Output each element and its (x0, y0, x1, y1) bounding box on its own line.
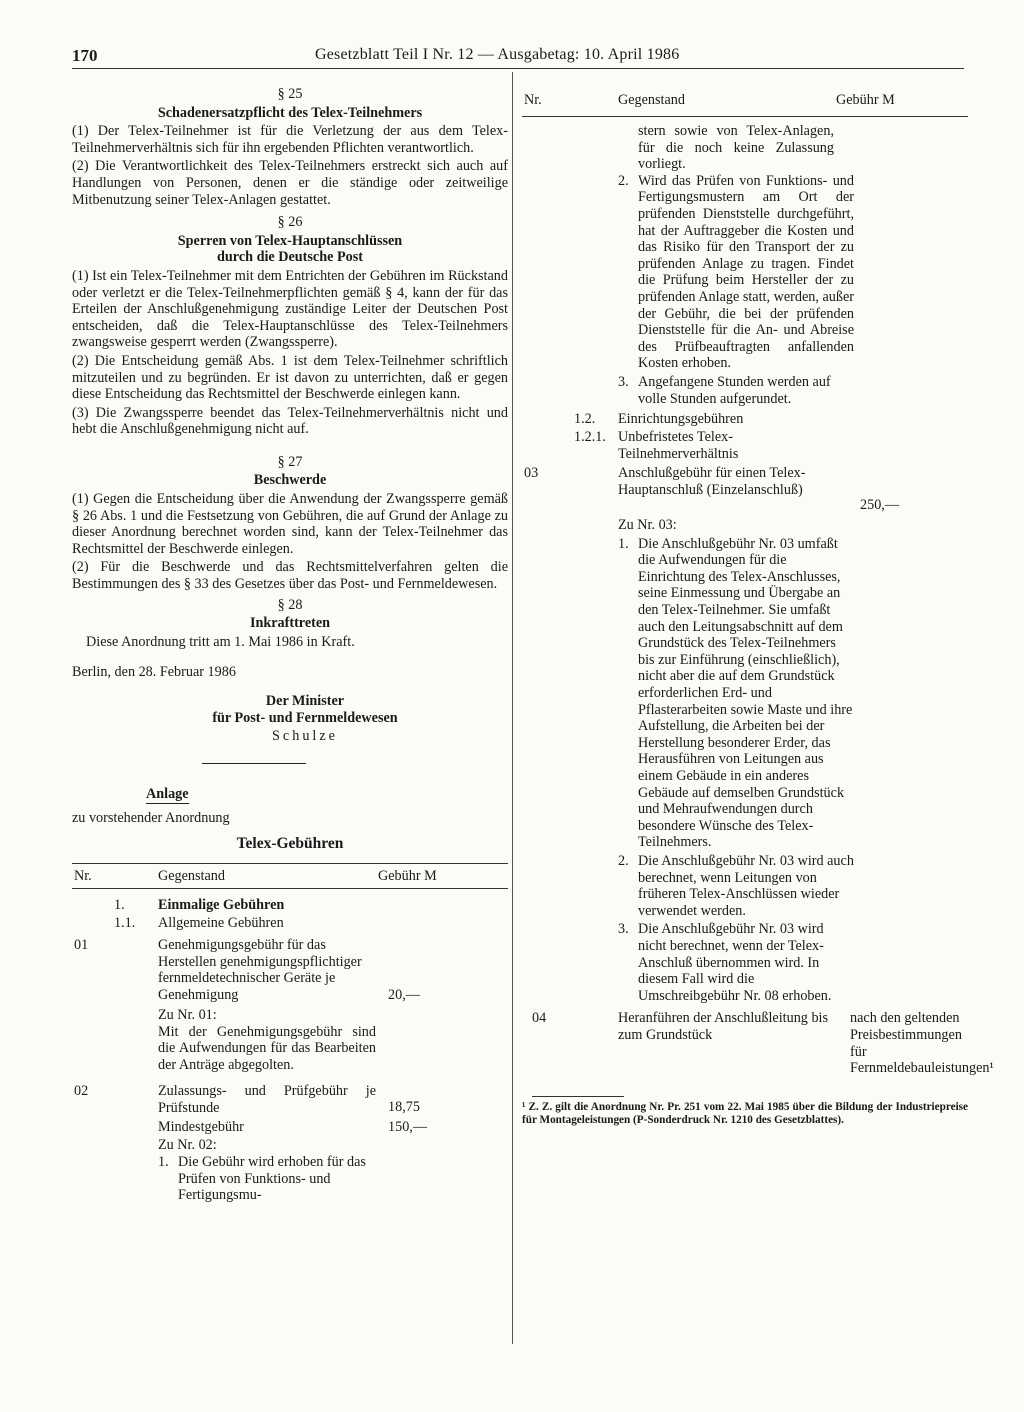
note-item-number: 1. (158, 1153, 169, 1170)
note-heading: Zu Nr. 02: (158, 1137, 217, 1154)
row-subject: Einrichtungsgebühren (618, 411, 744, 428)
section-28-title: Inkrafttreten (249, 615, 331, 632)
row-fee: nach den geltenden Preisbestimmungen für Fernmeldebauleistungen¹ (850, 1010, 994, 1077)
section-25-paragraph-2: (2) Die Verantwortlichkeit des Telex-Teilnehmers erstreckt sich auch auf Handlungen von Personen, denen er die ständige oder zeitweilige Mitbenutzung seiner Telex-Anlagen gestattet. (72, 158, 508, 208)
table-row (522, 411, 968, 429)
signature-line-1: Der Minister (265, 693, 345, 709)
section-number: 1.2.1. (574, 429, 606, 446)
table-row (522, 429, 968, 465)
section-26-title-line-2: durch die Deutsche Post (217, 249, 363, 266)
note-item (618, 921, 854, 1004)
section-26-paragraph-2: (2) Die Entscheidung gemäß Abs. 1 ist dem Telex-Teilnehmer schriftlich mitzuteilen und zu begründen. Er ist davon zu unterrichten, daß er gegen diese Entscheidung das Rechtsmittel der Beschwerde einlegen kann. (72, 352, 508, 403)
row-subject: Einmalige Gebühren (158, 896, 285, 913)
note-item-number: 3. (618, 373, 629, 390)
note-item (158, 1154, 396, 1204)
column-header-nr: Nr. (524, 92, 542, 108)
table-row (72, 937, 508, 1007)
row-subject: Heranführen der Anschlußleitung bis zum Grundstück (618, 1010, 828, 1043)
row-subject: Genehmigungsgebühr für das Herstellen genehmigungspflichtiger fernmeldetechnischer Geräte je Genehmigung (158, 936, 362, 1003)
note-item-text: Die Anschlußgebühr Nr. 03 wird auch berechnet, wenn Leitungen von früheren Telex-Anschlüssen wieder verwendet werden. (638, 852, 854, 919)
column-header-subject: Gegenstand (158, 867, 225, 884)
section-28-number: § 28 (277, 596, 303, 613)
right-column (522, 92, 994, 1126)
column-header-nr: Nr. (74, 867, 92, 884)
footnote-rule (532, 1096, 624, 1097)
row-fee: 20,— (388, 986, 420, 1003)
note-item (618, 173, 854, 372)
section-27-title: Beschwerde (253, 472, 327, 489)
section-number: 1. (114, 896, 125, 913)
left-table-header (72, 863, 508, 889)
place-date: Berlin, den 28. Februar 1986 (72, 664, 236, 681)
row-number: 02 (74, 1083, 89, 1100)
note-item-number: 1. (618, 535, 629, 552)
note-item-text: Wird das Prüfen von Funktions- und Fertigungsmustern am Ort der prüfenden Dienststelle durchgeführt, hat der Auftraggeber die Kosten und das Risiko für den Transport der zu prüfenden Anlage zu tragen. Findet die Prüfung beim Hersteller der zu prüfenden Anlage statt, werden, außer der Gebühr, die bei der prüfenden Dienststelle für die An- und Abreise des Prüfbeauftragten anfallenden Kosten erhoben. (638, 172, 854, 372)
note-text: Mit der Genehmigungsgebühr sind die Aufwendungen für das Bearbeiten der Anträge abgegolten. (158, 1023, 376, 1073)
note-item-number: 2. (618, 852, 629, 869)
section-25-title: Schadenersatzpflicht des Telex-Teilnehmers (157, 104, 423, 121)
footnote: ¹ Z. Z. gilt die Anordnung Nr. Pr. 251 vom 22. Mai 1985 über die Bildung der Industriepreise für Montageleistungen (P-Sonderdruck Nr. 1210 des Gesetzblattes). (522, 1101, 968, 1126)
section-26-paragraph-1: (1) Ist ein Telex-Teilnehmer mit dem Entrichten der Gebühren im Rückstand oder verletzt er die Telex-Teilnehmerpflichten gemäß § 4, kann der für das Erteilen der Anschlußgenehmigung zuständige Leiter der Deutschen Post entscheiden, daß die Telex-Hauptanschlüsse des Telex-Teilnehmers zwangsweise gesperrt werden (Zwangssperre). (72, 267, 508, 351)
row-fee: 250,— (860, 497, 900, 514)
note-heading: Zu Nr. 03: (618, 517, 677, 534)
section-27-paragraph-2: (2) Für die Beschwerde und das Rechtsmittelverfahren gelten die Bestimmungen des § 33 des Gesetzes über das Post- und Fernmeldewesen. (72, 559, 508, 593)
row-fee: 150,— (388, 1119, 428, 1136)
row-number: 03 (524, 465, 539, 482)
section-number: 1.2. (574, 411, 596, 428)
section-number: 1.1. (114, 914, 136, 931)
right-table-header (522, 92, 968, 117)
table-row (72, 1083, 508, 1119)
table-row (72, 915, 508, 933)
signature-rule (202, 763, 306, 764)
note-heading: Zu Nr. 01: (158, 1006, 217, 1023)
note-item (618, 374, 854, 407)
note-item-text: Angefangene Stunden werden auf volle Stunden aufgerundet. (638, 373, 831, 407)
column-header-subject: Gegenstand (618, 92, 685, 108)
section-26-paragraph-3: (3) Die Zwangssperre beendet das Telex-Teilnehmerverhältnis nicht und hebt die Anschlußgenehmigung nicht auf. (72, 404, 508, 438)
column-header-fee: Gebühr M (836, 92, 895, 108)
row-subject: Zulassungs- und Prüfgebühr je Prüfstunde (158, 1083, 376, 1116)
left-column (72, 86, 508, 1204)
row-number: 04 (532, 1010, 547, 1027)
page-header-title: Gesetzblatt Teil I Nr. 12 — Ausgabetag: 10. April 1986 (315, 46, 680, 63)
anlage-subtitle: zu vorstehender Anordnung (72, 809, 230, 826)
section-28-paragraph: Diese Anordnung tritt am 1. Mai 1986 in Kraft. (86, 633, 355, 650)
header-rule (72, 68, 964, 69)
section-27-number: § 27 (277, 453, 303, 470)
section-25-paragraph-1: (1) Der Telex-Teilnehmer ist für die Verletzung der aus dem Telex-Teilnehmerverhältnis sich für ihn ergebenden Pflichten verantwortlich. (72, 123, 508, 156)
section-26-title-line-1: Sperren von Telex-Hauptanschlüssen (177, 232, 403, 249)
table-title: Telex-Gebühren (236, 835, 344, 853)
table-row (72, 1119, 508, 1137)
signature-line-2: für Post- und Fernmeldewesen (212, 709, 398, 726)
table-row (522, 465, 968, 517)
row-subject: Allgemeine Gebühren (158, 914, 284, 931)
row-fee: 18,75 (388, 1099, 420, 1116)
section-26-number: § 26 (277, 214, 303, 231)
row-subject: Unbefristetes Telex-Teilnehmerverhältnis (618, 429, 739, 462)
row-subject: Anschlußgebühr für einen Telex-Hauptanschluß (Einzelanschluß) (618, 465, 806, 498)
note-item-text: Die Gebühr wird erhoben für das Prüfen von Funktions- und Fertigungsmu- (178, 1153, 366, 1204)
page-number: 170 (72, 46, 98, 65)
section-27-paragraph-1: (1) Gegen die Entscheidung über die Anwendung der Zwangssperre gemäß § 26 Abs. 1 und die Festsetzung von Gebühren, die auf Grund der Anlage zu dieser Anordnung berechnet worden sind, kann der Telex-Teilnehmer das Rechtsmittel der Beschwerde einlegen. (72, 491, 508, 557)
note-item (618, 536, 854, 851)
note-item-text: Die Anschlußgebühr Nr. 03 wird nicht berechnet, wenn der Telex-Anschluß übernommen wird. In diesem Fall wird die Umschreibgebühr Nr. 08 erhoben. (638, 921, 832, 1004)
row-number: 01 (74, 936, 89, 953)
column-divider (512, 72, 513, 1344)
section-25-number: § 25 (277, 86, 303, 102)
signature-name: Schulze (272, 728, 338, 745)
column-header-fee: Gebühr M (378, 867, 437, 884)
note-item (618, 853, 854, 919)
table-row (72, 897, 508, 915)
note-item-number: 2. (618, 172, 629, 189)
anlage-label: Anlage (146, 785, 189, 802)
note-item-text: Die Anschlußgebühr Nr. 03 umfaßt die Aufwendungen für die Einrichtung des Telex-Anschlusses, seine Einmessung und Übergabe an den Telex-Teilnehmer. Sie umfaßt auch den Leitungsabschnitt auf dem Grundstück des Telex-Teilnehmers bis zur Einführung (einschließlich), nicht aber die auf dem Grundstück erforderlichen Erd- und Pflasterarbeiten sowie Maste und ihre Aufstellung, die Arbeiten bei der Herstellung besonderer Erder, das Herausführen von Leitungen aus einem Gebäude in ein anderes Gebäude auf demselben Grundstück und Mehraufwendungen durch besondere Wünsche des Telex-Teilnehmers. (638, 535, 853, 851)
row-subject: Mindestgebühr (158, 1119, 244, 1136)
note-item-number: 3. (618, 921, 629, 938)
note-continuation: stern sowie von Telex-Anlagen, für die noch keine Zulassung vorliegt. (638, 123, 834, 173)
table-row (522, 1010, 994, 1086)
